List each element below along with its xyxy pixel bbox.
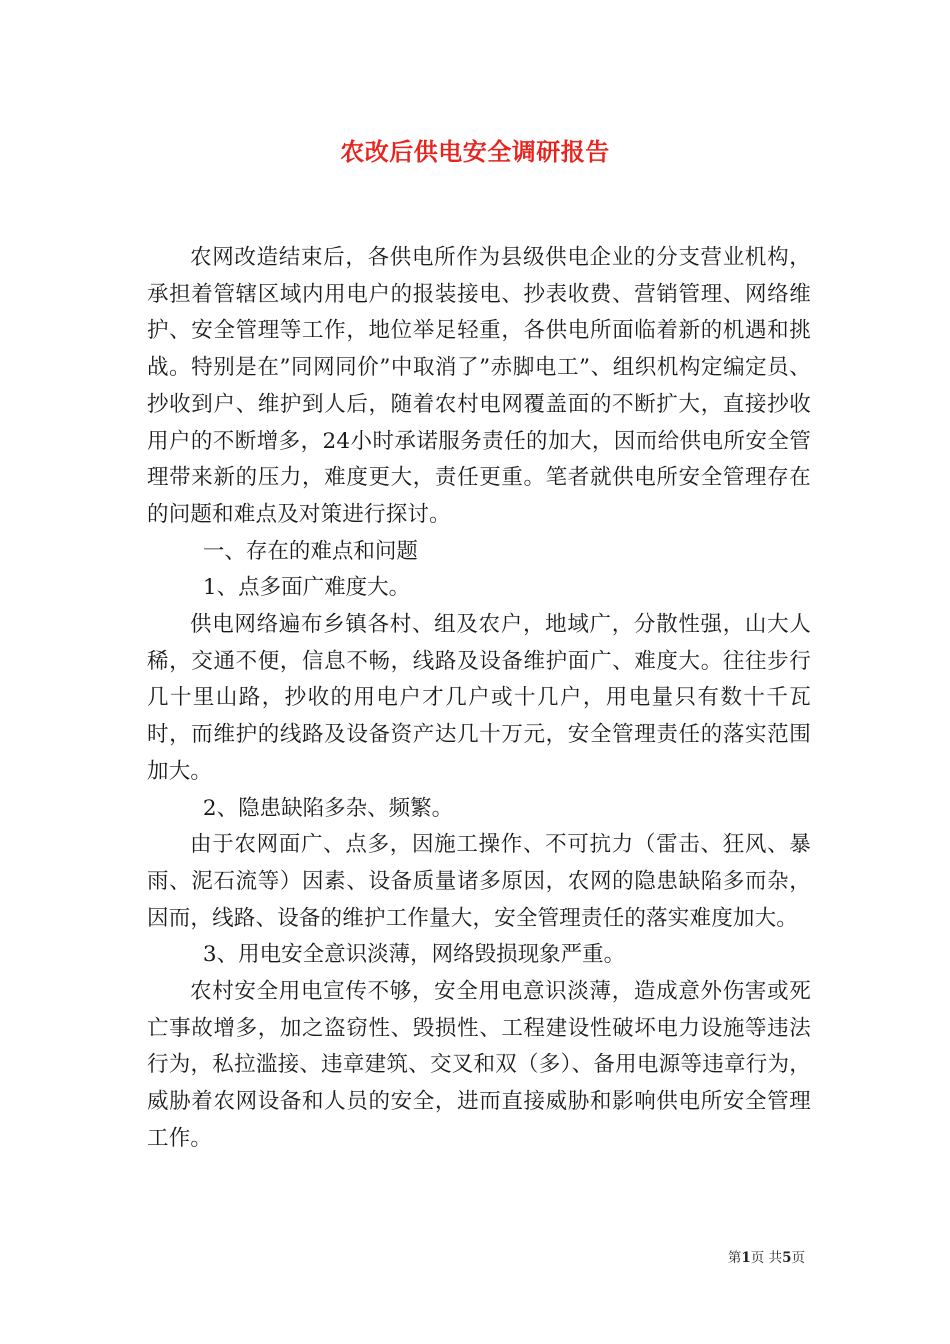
footer-middle: 页 共 xyxy=(750,1250,783,1266)
total-page-number: 5 xyxy=(782,1250,792,1266)
subheading-1: 1、点多面广难度大。 xyxy=(202,575,411,601)
paragraph-2: 由于农网面广、点多，因施工操作、不可抗力（雷击、狂风、暴雨、泥石流等）因素、设备质量诸多原因，农网的隐患缺陷多而杂，因而，线路、设备的维护工作量大，安全管理责任的落实难度加大。 xyxy=(147,832,811,931)
section-heading-1: 一、存在的难点和问题 xyxy=(202,538,418,564)
paragraph-intro: 农网改造结束后，各供电所作为县级供电企业的分支营业机构，承担着管辖区域内用电户的报装接电、抄表收费、营销管理、网络维护、安全管理等工作，地位举足轻重，各供电所面临着新的机遇和挑战。特别是在”同网同价”中取消了”赤脚电工”、组织机构定编定员、抄收到户、维护到人后，随着农村电网覆盖面的不断扩大，直接抄收用户的不断增多，24小时承诺服务责任的加大，因而给供电所安全管理带来新的压力，难度更大，责任更重。笔者就供电所安全管理存在的问题和难点及对策进行探讨。 xyxy=(147,245,811,527)
page-number-footer xyxy=(728,1246,805,1266)
document-title: 农改后供电安全调研报告 xyxy=(340,137,610,166)
subheading-3: 3、用电安全意识淡薄，网络毁损现象严重。 xyxy=(202,942,626,968)
paragraph-3: 农村安全用电宣传不够，安全用电意识淡薄，造成意外伤害或死亡事故增多，加之盗窃性、毁损性、工程建设性破坏电力设施等违法行为，私拉滥接、违章建筑、交叉和双（多）、备用电源等违章行为，威胁着农网设备和人员的安全，进而直接威胁和影响供电所安全管理工作。 xyxy=(147,979,811,1151)
footer-suffix: 页 xyxy=(791,1250,805,1266)
subheading-2: 2、隐患缺陷多杂、频繁。 xyxy=(202,795,454,821)
paragraph-1: 供电网络遍布乡镇各村、组及农户，地域广，分散性强，山大人稀，交通不便，信息不畅，线路及设备维护面广、难度大。往往步行几十里山路，抄收的用电户才几户或十几户，用电量只有数十千瓦时，而维护的线路及设备资产达几十万元，安全管理责任的落实范围加大。 xyxy=(147,612,811,784)
current-page-number: 1 xyxy=(741,1250,751,1266)
footer-prefix: 第 xyxy=(727,1250,742,1266)
document-body xyxy=(147,240,811,1158)
